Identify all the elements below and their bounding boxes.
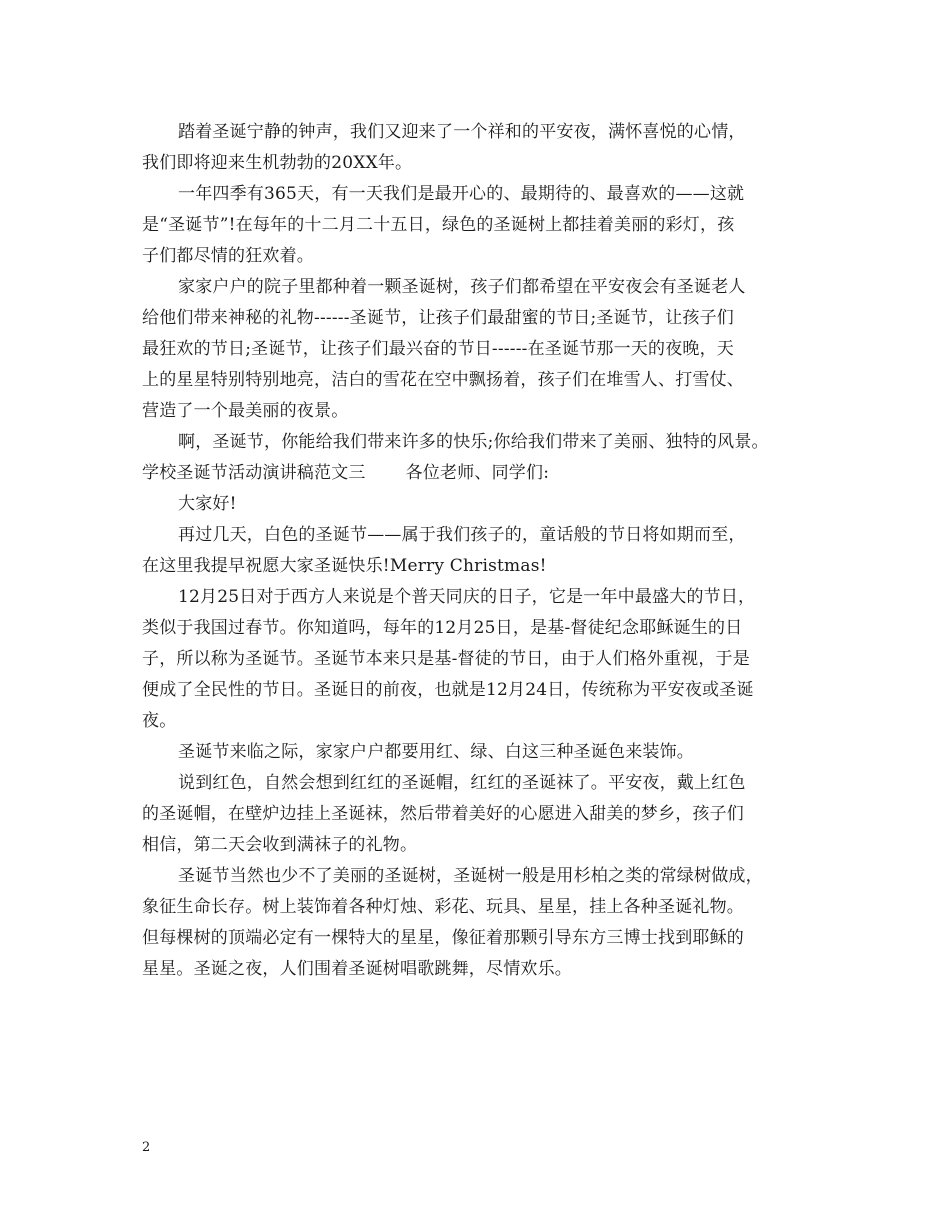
text-line: 最狂欢的节日;圣诞节，让孩子们最兴奋的节日------在圣诞节那一天的夜晚，天 [142, 339, 734, 359]
text-line: 给他们带来神秘的礼物------圣诞节，让孩子们最甜蜜的节日;圣诞节，让孩子们 [142, 308, 734, 328]
text-line: 星星。圣诞之夜，人们围着圣诞树唱歌跳舞，尽情欢乐。 [142, 959, 572, 979]
text-line: 的圣诞帽，在壁炉边挂上圣诞袜，然后带着美好的心愿进入甜美的梦乡，孩子们 [142, 804, 744, 824]
text-line: 是“圣诞节”!在每年的十二月二十五日，绿色的圣诞树上都挂着美丽的彩灯，孩 [142, 215, 735, 235]
text-line: 说到红色，自然会想到红红的圣诞帽，红红的圣诞袜了。平安夜，戴上红色 [178, 773, 746, 793]
text-line: 象征生命长存。树上装饰着各种灯烛、彩花、玩具、星星，挂上各种圣诞礼物。 [142, 897, 744, 917]
text-line: 踏着圣诞宁静的钟声，我们又迎来了一个祥和的平安夜，满怀喜悦的心情， [178, 122, 746, 142]
page-number: 2 [142, 1140, 151, 1155]
section-heading-line [142, 458, 822, 489]
text-line: 子，所以称为圣诞节。圣诞节本来只是基-督徒的节日，由于人们格外重视，于是 [142, 649, 750, 669]
text-line: 12月25日对于西方人来说是个普天同庆的日子，它是一年中最盛大的节日， [178, 587, 756, 607]
text-line: 子们都尽情的狂欢着。 [142, 246, 314, 266]
text-line: 圣诞节当然也少不了美丽的圣诞树，圣诞树一般是用杉柏之类的常绿树做成， [178, 866, 763, 886]
text-line: 一年四季有365天，有一天我们是最开心的、最期待的、最喜欢的——这就 [178, 184, 745, 204]
text-line: 我们即将迎来生机勃勃的20XX年。 [142, 153, 413, 173]
text-line: 但每棵树的顶端必定有一棵特大的星星，像征着那颗引导东方三博士找到耶稣的 [142, 928, 744, 948]
text-line: 类似于我国过春节。你知道吗，每年的12月25日，是基-督徒纪念耶稣诞生的日 [142, 618, 743, 638]
text-line: 圣诞节来临之际，家家户户都要用红、绿、白这三种圣诞色来装饰。 [178, 742, 694, 762]
section-title: 学校圣诞节活动演讲稿范文三 [142, 463, 366, 483]
salutation: 各位老师、同学们: [405, 463, 550, 483]
text-line: 夜。 [142, 711, 177, 731]
text-line: 再过几天，白色的圣诞节——属于我们孩子的，童话般的节日将如期而至， [178, 525, 746, 545]
text-line: 在这里我提早祝愿大家圣诞快乐!Merry Christmas! [142, 556, 547, 576]
text-line: 上的星星特别特别地亮，洁白的雪花在空中飘扬着，孩子们在堆雪人、打雪仗、 [142, 370, 744, 390]
document-body [142, 117, 822, 985]
text-line: 大家好! [178, 494, 237, 514]
text-line: 啊，圣诞节，你能给我们带来许多的快乐;你给我们带来了美丽、独特的风景。 [178, 432, 769, 452]
text-line: 相信，第二天会收到满袜子的礼物。 [142, 835, 418, 855]
text-line: 营造了一个最美丽的夜景。 [142, 401, 349, 421]
text-line: 便成了全民性的节日。圣诞日的前夜，也就是12月24日，传统称为平安夜或圣诞 [142, 680, 754, 700]
text-line: 家家户户的院子里都种着一颗圣诞树，孩子们都希望在平安夜会有圣诞老人 [178, 277, 746, 297]
